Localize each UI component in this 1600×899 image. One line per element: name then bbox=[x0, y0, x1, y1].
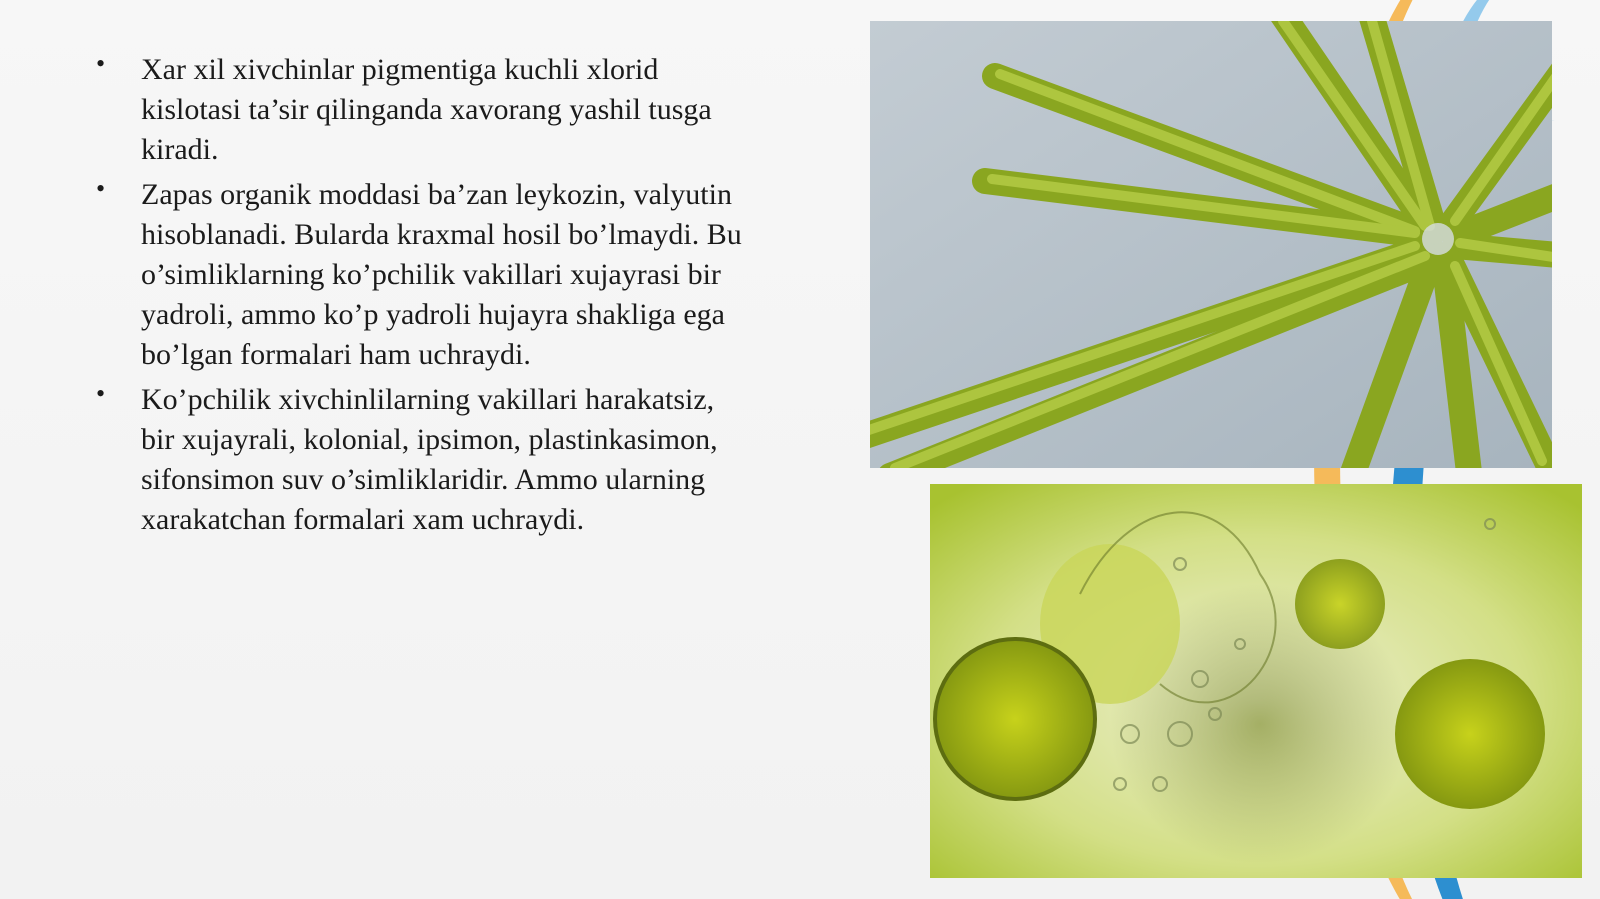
algae-filaments-photo bbox=[870, 21, 1552, 468]
bullet-item bbox=[92, 380, 752, 540]
bullet-text: Xar xil xivchinlar pigmentiga kuchli xlorid kislotasi ta’sir qilinganda xavorang yashil tusga kiradi. bbox=[141, 53, 712, 166]
bullet-icon: • bbox=[96, 174, 106, 203]
bullet-icon: • bbox=[96, 49, 106, 78]
bullet-text: Ko’pchilik xivchinlilarning vakillari harakatsiz, bir xujayrali, kolonial, ipsimon, plastinkasimon, sifonsimon suv o’simliklaridir. Ammo ularning xarakatchan formalari xam uchraydi. bbox=[141, 383, 718, 536]
bullet-icon: • bbox=[96, 379, 106, 408]
bullet-item bbox=[92, 50, 752, 170]
bullet-list bbox=[92, 50, 752, 545]
bullet-text: Zapas organik moddasi ba’zan leykozin, valyutin hisoblanadi. Bularda kraxmal hosil bo’lmaydi. Bu o’simliklarning ko’pchilik vakillari xujayrasi bir yadroli, ammo ko’p yadroli hujayra shakliga ega bo’lgan formalari ham uchraydi. bbox=[141, 178, 742, 371]
algae-cells-photo bbox=[930, 484, 1582, 878]
bullet-item bbox=[92, 175, 752, 375]
